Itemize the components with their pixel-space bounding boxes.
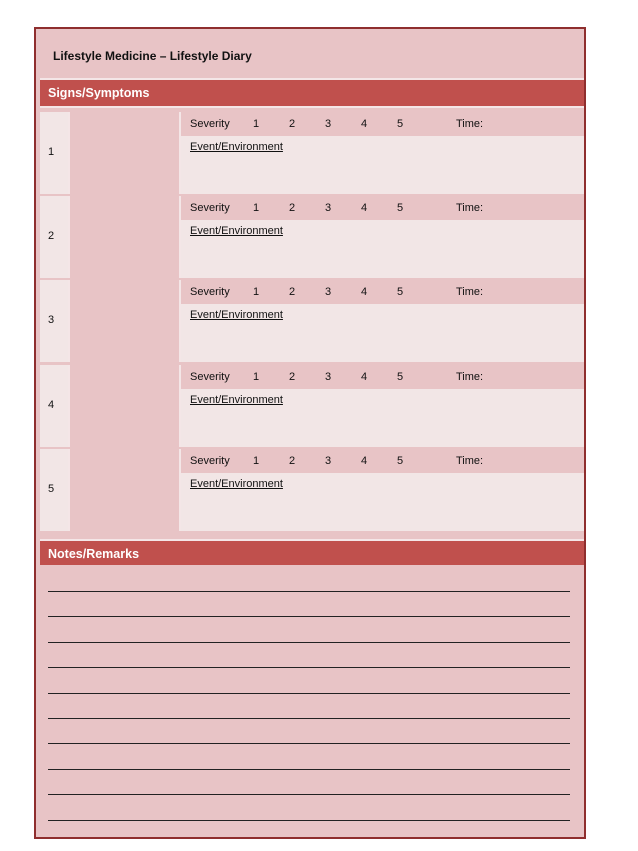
symptom-entry-cell[interactable]	[68, 196, 181, 278]
symptom-entry-cell[interactable]	[68, 449, 181, 531]
page-title: Lifestyle Medicine – Lifestyle Diary	[53, 49, 252, 63]
symptom-entry-cell[interactable]	[68, 365, 181, 447]
severity-cell	[181, 450, 444, 472]
event-environment-label: Event/Environment	[190, 394, 283, 406]
time-label: Time:	[456, 455, 484, 467]
event-environment-cell[interactable]	[181, 389, 584, 447]
row-number-cell	[40, 280, 68, 362]
time-label: Time:	[456, 118, 484, 130]
time-cell[interactable]	[446, 113, 584, 135]
severity-option-4[interactable]: 4	[361, 118, 368, 130]
severity-option-3[interactable]: 3	[325, 371, 332, 383]
symptom-entry-cell[interactable]	[68, 280, 181, 362]
row-number: 4	[48, 399, 55, 411]
event-environment-label: Event/Environment	[190, 225, 283, 237]
severity-option-4[interactable]: 4	[361, 371, 368, 383]
severity-option-2[interactable]: 2	[289, 286, 296, 298]
note-line[interactable]	[48, 667, 570, 668]
row-number: 1	[48, 146, 55, 158]
row-number: 3	[48, 314, 55, 326]
row-number-cell	[40, 112, 68, 194]
severity-option-4[interactable]: 4	[361, 286, 368, 298]
note-line[interactable]	[48, 616, 570, 617]
severity-label: Severity	[190, 286, 230, 298]
row-number-cell	[40, 196, 68, 278]
note-line[interactable]	[48, 591, 570, 592]
event-environment-cell[interactable]	[181, 136, 584, 194]
severity-option-5[interactable]: 5	[397, 371, 404, 383]
event-environment-cell[interactable]	[181, 220, 584, 278]
time-cell[interactable]	[446, 366, 584, 388]
event-environment-label: Event/Environment	[190, 141, 283, 153]
severity-option-4[interactable]: 4	[361, 455, 368, 467]
row-number-cell	[40, 365, 68, 447]
row-number: 5	[48, 483, 55, 495]
severity-option-2[interactable]: 2	[289, 202, 296, 214]
severity-option-2[interactable]: 2	[289, 455, 296, 467]
note-line[interactable]	[48, 642, 570, 643]
time-cell[interactable]	[446, 450, 584, 472]
note-line[interactable]	[48, 718, 570, 719]
row-number: 2	[48, 230, 55, 242]
note-line[interactable]	[48, 794, 570, 795]
severity-cell	[181, 197, 444, 219]
severity-label: Severity	[190, 118, 230, 130]
severity-label: Severity	[190, 202, 230, 214]
severity-option-5[interactable]: 5	[397, 455, 404, 467]
event-environment-cell[interactable]	[181, 473, 584, 531]
notes-remarks-heading: Notes/Remarks	[48, 547, 140, 561]
time-label: Time:	[456, 371, 484, 383]
severity-label: Severity	[190, 455, 230, 467]
signs-symptoms-header	[40, 78, 584, 108]
severity-option-2[interactable]: 2	[289, 118, 296, 130]
severity-option-1[interactable]: 1	[253, 371, 260, 383]
event-environment-label: Event/Environment	[190, 309, 283, 321]
severity-option-1[interactable]: 1	[253, 118, 260, 130]
note-line[interactable]	[48, 743, 570, 744]
row-number-cell	[40, 449, 68, 531]
event-environment-label: Event/Environment	[190, 478, 283, 490]
severity-cell	[181, 366, 444, 388]
time-cell[interactable]	[446, 281, 584, 303]
severity-option-1[interactable]: 1	[253, 455, 260, 467]
severity-option-3[interactable]: 3	[325, 202, 332, 214]
severity-label: Severity	[190, 371, 230, 383]
severity-cell	[181, 113, 444, 135]
severity-cell	[181, 281, 444, 303]
note-line[interactable]	[48, 693, 570, 694]
severity-option-5[interactable]: 5	[397, 286, 404, 298]
event-environment-cell[interactable]	[181, 304, 584, 362]
severity-option-1[interactable]: 1	[253, 286, 260, 298]
severity-option-5[interactable]: 5	[397, 202, 404, 214]
time-label: Time:	[456, 286, 484, 298]
signs-symptoms-heading: Signs/Symptoms	[48, 86, 150, 100]
notes-area[interactable]	[40, 565, 584, 837]
note-line[interactable]	[48, 820, 570, 821]
severity-option-3[interactable]: 3	[325, 118, 332, 130]
time-label: Time:	[456, 202, 484, 214]
diary-page	[34, 27, 586, 839]
severity-option-2[interactable]: 2	[289, 371, 296, 383]
time-cell[interactable]	[446, 197, 584, 219]
severity-option-3[interactable]: 3	[325, 286, 332, 298]
severity-option-3[interactable]: 3	[325, 455, 332, 467]
severity-option-1[interactable]: 1	[253, 202, 260, 214]
severity-option-4[interactable]: 4	[361, 202, 368, 214]
symptom-entry-cell[interactable]	[68, 112, 181, 194]
severity-option-5[interactable]: 5	[397, 118, 404, 130]
note-line[interactable]	[48, 769, 570, 770]
